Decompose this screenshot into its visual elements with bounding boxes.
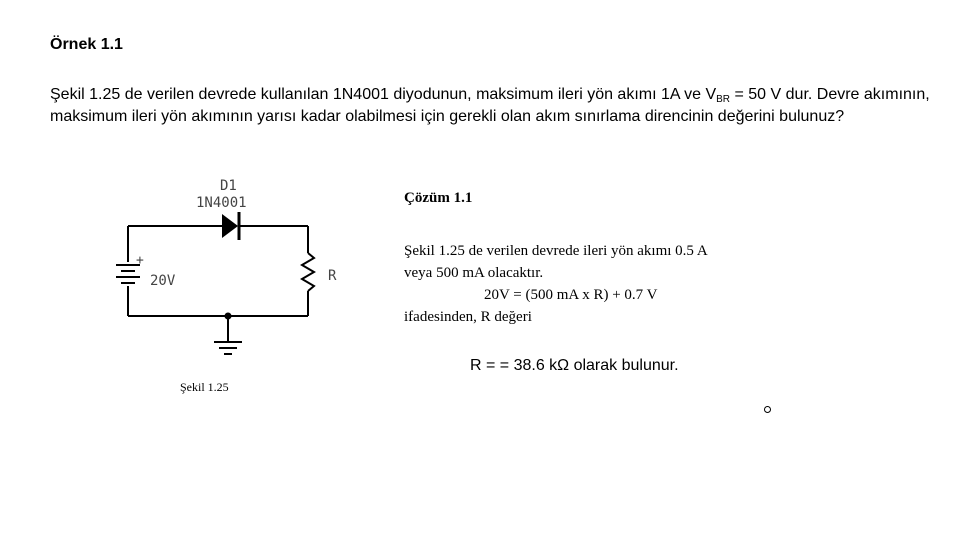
diode-name-label: D1 [220, 178, 237, 194]
solution-line-4: ifadesinden, R değeri [404, 309, 532, 325]
circuit-diagram [100, 170, 360, 370]
small-circle-mark [764, 406, 771, 413]
diode-symbol [222, 214, 238, 238]
source-voltage-label: 20V [150, 273, 176, 289]
problem-statement [50, 84, 940, 128]
solution-line-2: veya 500 mA olacaktır. [404, 265, 544, 281]
problem-subscript: BR [716, 94, 731, 105]
solution-line-1: Şekil 1.25 de verilen devrede ileri yön akımı 0.5 A [404, 243, 708, 259]
solution-result: R = = 38.6 kΩ olarak bulunur. [470, 357, 679, 374]
solution-equation: 20V = (500 mA x R) + 0.7 V [484, 287, 658, 303]
solution-body [404, 240, 844, 328]
solution-title: Çözüm 1.1 [404, 190, 473, 206]
resistor-label: R [328, 268, 337, 284]
figure-caption: Şekil 1.25 [180, 380, 229, 394]
example-title: Örnek 1.1 [50, 36, 123, 53]
diode-part-label: 1N4001 [196, 195, 247, 211]
problem-text-part2: = 50 V dur. Devre akımının, maksimum ileri yön akımının yarısı kadar olabilmesi için gerekli olan akım sınırlama direncinin değerini bulunuz? [50, 86, 930, 125]
battery-plus-sign: + [136, 253, 144, 268]
resistor-symbol [302, 253, 314, 291]
problem-text-part1: Şekil 1.25 de verilen devrede kullanılan 1N4001 diyodunun, maksimum ileri yön akımı 1A ve V [50, 86, 717, 103]
